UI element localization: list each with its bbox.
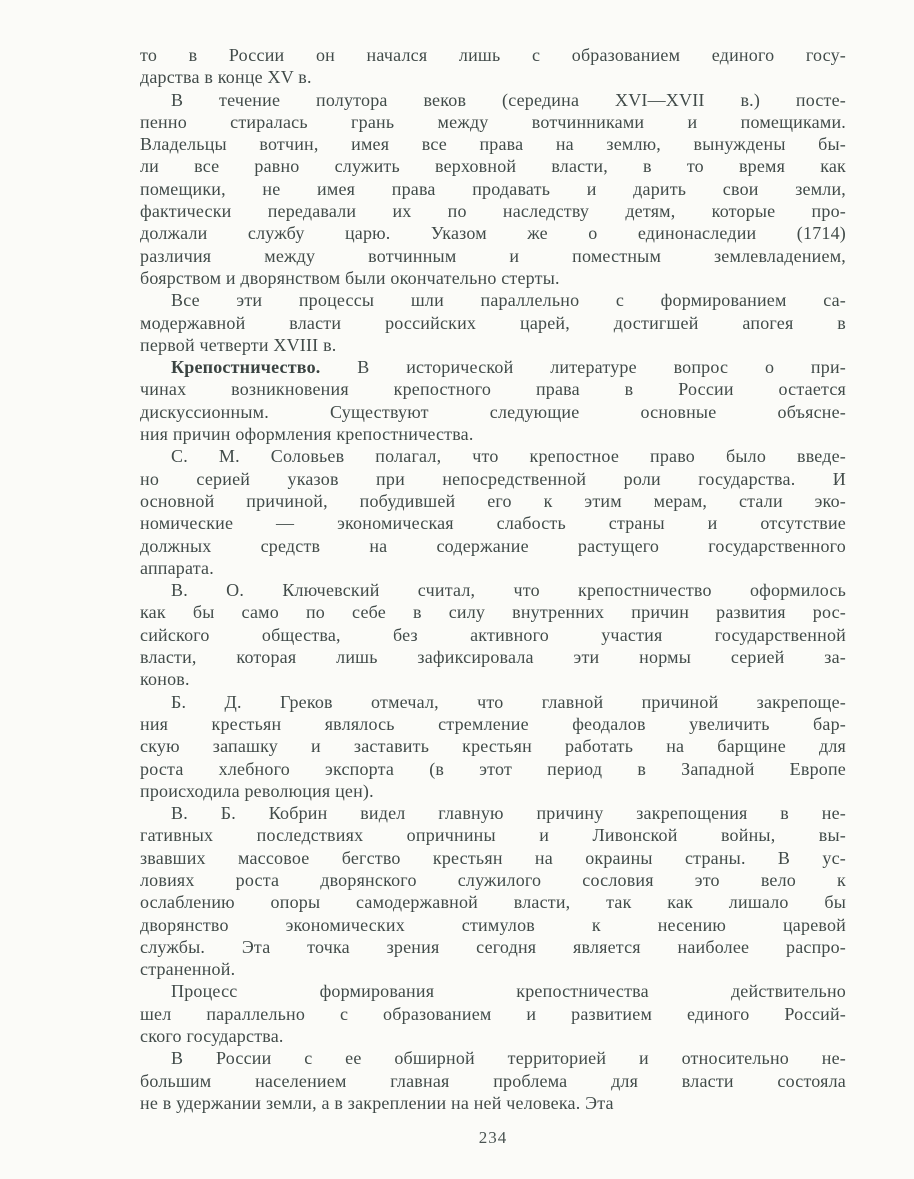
text-line: В России с ее обширной территорией и относительно не- — [171, 1048, 846, 1069]
text-line: С. М. Соловьев полагал, что крепостное право было введе- — [171, 446, 846, 467]
text-line: различия между вотчинным и поместным землевладением, — [140, 245, 846, 266]
text-line: чинах возникновения крепостного права в России остается — [140, 379, 846, 400]
text-line: власти, которая лишь зафиксировала эти нормы серией за- — [140, 647, 846, 668]
paragraph — [140, 445, 846, 579]
text-line: ского государства. — [140, 1026, 284, 1047]
paragraph-lead: Крепостничество. — [171, 357, 321, 378]
text-line: пенно стиралась грань между вотчинниками и помещиками. — [140, 111, 846, 132]
text-line: дворянство экономических стимулов к несению царевой — [140, 914, 846, 935]
text-line: происходила революция цен). — [140, 780, 374, 801]
text-line: но серией указов при непосредственной роли государства. И — [140, 468, 846, 489]
text-line: конов. — [140, 669, 190, 690]
text-line: Б. Д. Греков отмечал, что главной причиной закрепоще- — [171, 691, 846, 712]
text-line: первой четверти XVIII в. — [140, 334, 337, 355]
paragraph — [140, 579, 846, 690]
text-line: ли все равно служить верховной власти, в то время как — [140, 156, 846, 177]
paragraph — [140, 802, 846, 980]
text-line: ния причин оформления крепостничества. — [140, 424, 474, 445]
text-line: помещики, не имея права продавать и дарить свои земли, — [140, 178, 846, 199]
text-line: не в удержании земли, а в закреплении на ней человека. Эта — [140, 1092, 614, 1113]
text-line: боярством и дворянством были окончательно стерты. — [140, 267, 560, 288]
page-number: 234 — [478, 1128, 508, 1147]
text-line: большим населением главная проблема для власти состояла — [140, 1070, 846, 1091]
text-line: В. Б. Кобрин видел главную причину закрепощения в не- — [171, 803, 846, 824]
text-line: Крепостничество. В исторической литературе вопрос о при- — [171, 357, 846, 378]
text-line: Владельцы вотчин, имея все права на землю, вынуждены бы- — [140, 134, 846, 155]
text-line: Процесс формирования крепостничества действительно — [171, 981, 846, 1002]
text-line: звавших массовое бегство крестьян на окраины страны. В ус- — [140, 847, 846, 868]
text-line: должных средств на содержание растущего государственного — [140, 535, 846, 556]
text-line: дискуссионным. Существуют следующие основные объясне- — [140, 401, 846, 422]
text-line: страненной. — [140, 959, 236, 980]
text-line: модержавной власти российских царей, достигшей апогея в — [140, 312, 846, 333]
text-line: В. О. Ключевский считал, что крепостничество оформилось — [171, 580, 846, 601]
text-line: основной причиной, побудившей его к этим мерам, стали эко- — [140, 490, 846, 511]
text-line: скую запашку и заставить крестьян работать на барщине для — [140, 736, 846, 757]
text-line: Все эти процессы шли параллельно с формированием са- — [171, 290, 846, 311]
text-line: должали службу царю. Указом же о единонаследии (1714) — [140, 223, 846, 244]
paragraph — [140, 691, 846, 802]
text-line: дарства в конце XV в. — [140, 67, 312, 88]
text-line: фактически передавали их по наследству детям, которые про- — [140, 201, 846, 222]
paragraph — [140, 1047, 846, 1114]
paragraph — [140, 44, 846, 89]
text-line: аппарата. — [140, 557, 214, 578]
text-line: ния крестьян являлось стремление феодалов увеличить бар- — [140, 713, 846, 734]
text-line: шел параллельно с образованием и развитием единого Россий- — [140, 1003, 846, 1024]
text-line: сийского общества, без активного участия государственной — [140, 624, 846, 645]
text-line: то в России он начался лишь с образованием единого госу- — [140, 45, 846, 65]
paragraph — [140, 89, 846, 290]
text-line: роста хлебного экспорта (в этот период в Западной Европе — [140, 758, 846, 779]
paragraph — [140, 289, 846, 356]
text-line: В течение полутора веков (середина XVI—XVII в.) посте- — [171, 89, 846, 110]
text-line: гативных последствиях опричнины и Ливонской войны, вы- — [140, 825, 846, 846]
text-line: службы. Эта точка зрения сегодня является наиболее распро- — [140, 936, 846, 957]
paragraph — [140, 980, 846, 1047]
text-line: номические — экономическая слабость страны и отсутствие — [140, 513, 846, 534]
text-line: ослаблению опоры самодержавной власти, так как лишало бы — [140, 892, 846, 913]
paragraph — [140, 356, 846, 445]
page-text — [140, 44, 846, 1114]
text-line: ловиях роста дворянского служилого сословия это вело к — [140, 869, 846, 890]
text-line: как бы само по себе в силу внутренних причин развития рос- — [140, 602, 846, 623]
